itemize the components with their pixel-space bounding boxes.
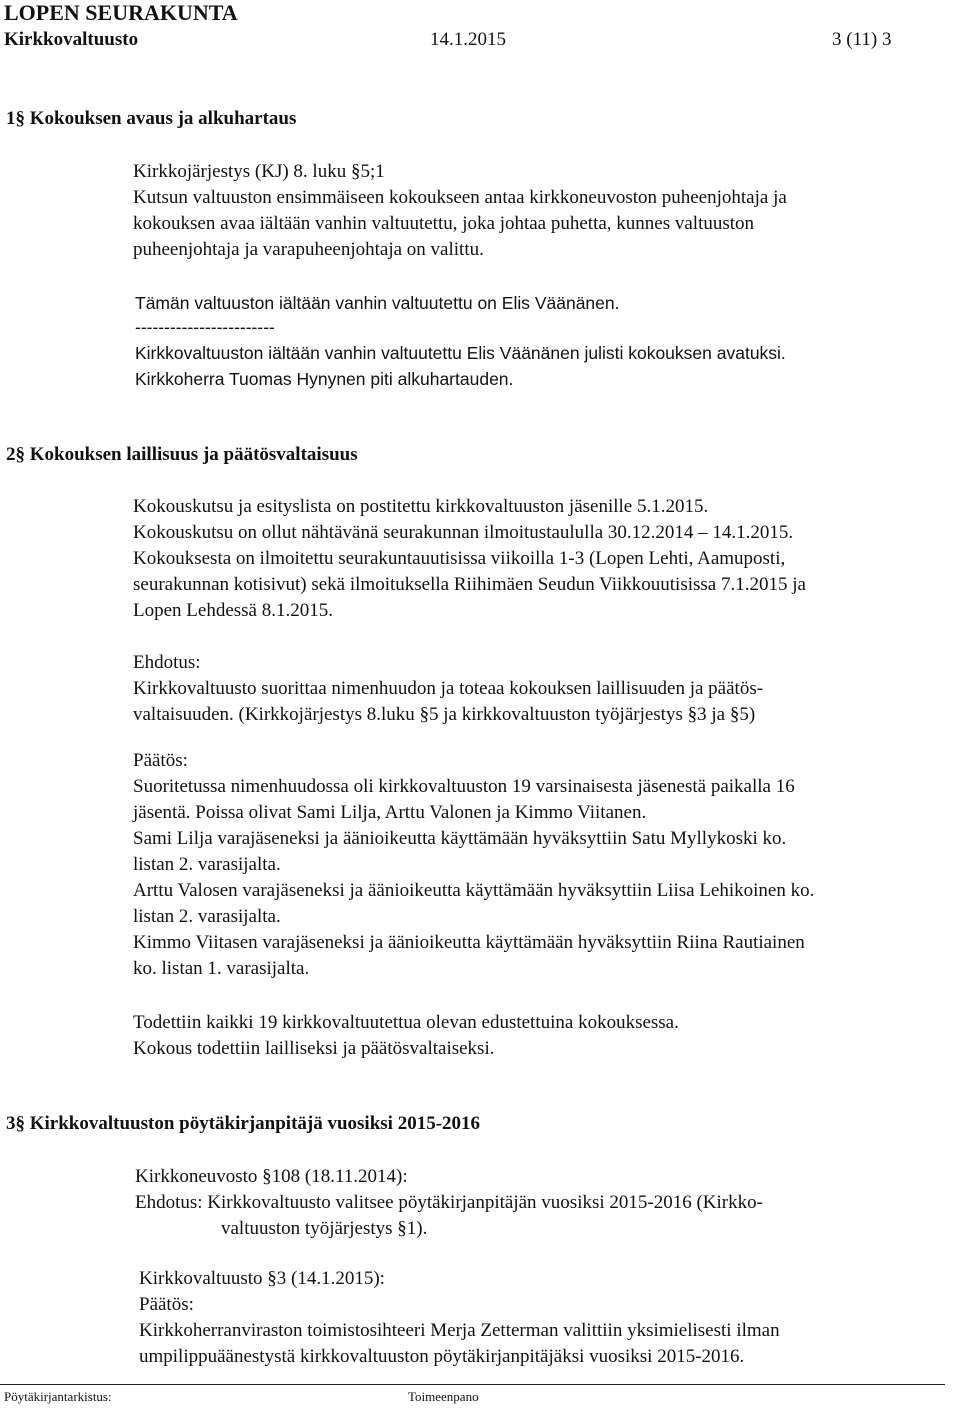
- decision-line: Suoritetussa nimenhuudossa oli kirkkovaltuuston 19 varsinaisesta jäsenestä paikalla 16: [133, 776, 795, 797]
- decision-line: Kimmo Viitasen varajäseneksi ja äänioikeutta käyttämään hyväksyttiin Riina Rautiainen: [133, 932, 805, 953]
- page-number: 3 (11) 3: [832, 29, 892, 50]
- section-1-line: Kirkkojärjestys (KJ) 8. luku §5;1: [133, 161, 385, 182]
- conclusion-line: Kokous todettiin lailliseksi ja päätösvaltaiseksi.: [133, 1038, 495, 1059]
- section-3-proposal-line: valtuuston työjärjestys §1).: [221, 1218, 428, 1239]
- decision-line: listan 2. varasijalta.: [133, 854, 281, 875]
- section-2-title: 2§ Kokouksen laillisuus ja päätösvaltaisuus: [6, 444, 358, 465]
- section-1-line: puheenjohtaja ja varapuheenjohtaja on valittu.: [133, 239, 484, 260]
- document-body-name: Kirkkovaltuusto: [4, 29, 139, 50]
- separator-dashes: ------------------------: [135, 317, 275, 337]
- section-2-line: Lopen Lehdessä 8.1.2015.: [133, 600, 333, 621]
- footer-execution-label: Toimeenpano: [408, 1389, 479, 1404]
- section-2-line: Kokouskutsu ja esityslista on postitettu kirkkovaltuuston jäsenille 5.1.2015.: [133, 496, 709, 517]
- organization-name: LOPEN SEURAKUNTA: [4, 0, 238, 25]
- footer-review-label: Pöytäkirjantarkistus:: [4, 1389, 112, 1404]
- devotion-statement: Kirkkoherra Tuomas Hynynen piti alkuhartauden.: [135, 369, 514, 389]
- proposal-line: Kirkkovaltuusto suorittaa nimenhuudon ja toteaa kokouksen laillisuuden ja päätös-: [133, 678, 764, 699]
- section-1-line: Kutsun valtuuston ensimmäiseen kokoukseen antaa kirkkoneuvoston puheenjohtaja ja: [133, 187, 787, 208]
- decision-line: ko. listan 1. varasijalta.: [133, 958, 310, 979]
- decision-line: listan 2. varasijalta.: [133, 906, 281, 927]
- assembly-reference: Kirkkovaltuusto §3 (14.1.2015):: [139, 1268, 385, 1289]
- section-1-line: kokouksen avaa iältään vanhin valtuutettu, joka johtaa puhetta, kunnes valtuuston: [133, 213, 755, 234]
- section-2-body: [133, 494, 806, 624]
- decision-line: jäsentä. Poissa olivat Sami Lilja, Arttu Valonen ja Kimmo Viitanen.: [133, 802, 647, 823]
- document-date: 14.1.2015: [430, 29, 506, 50]
- section-2-line: Kokouksesta on ilmoitettu seurakuntauutisissa viikoilla 1-3 (Lopen Lehti, Aamuposti,: [133, 548, 786, 569]
- proposal-line: valtaisuuden. (Kirkkojärjestys 8.luku §5 ja kirkkovaltuuston työjärjestys §3 ja §5): [133, 704, 756, 725]
- section-2-proposal: [133, 650, 763, 728]
- council-reference: Kirkkoneuvosto §108 (18.11.2014):: [135, 1166, 408, 1187]
- section-1-title: 1§ Kokouksen avaus ja alkuhartaus: [6, 108, 297, 129]
- section-2-line: seurakunnan kotisivut) sekä ilmoituksella Riihimäen Seudun Viikkouutisissa 7.1.2015 ja: [133, 574, 806, 595]
- decision-line: Arttu Valosen varajäseneksi ja äänioikeutta käyttämään hyväksyttiin Liisa Lehikoinen ko.: [133, 880, 815, 901]
- opening-statement: Kirkkovaltuuston iältään vanhin valtuutettu Elis Väänänen julisti kokouksen avatuksi.: [135, 343, 786, 363]
- decision-line: Sami Lilja varajäseneksi ja äänioikeutta käyttämään hyväksyttiin Satu Myllykoski ko.: [133, 828, 787, 849]
- conclusion-line: Todettiin kaikki 19 kirkkovaltuutettua olevan edustettuina kokouksessa.: [133, 1012, 679, 1033]
- section-3-decision-line: umpilippuäänestystä kirkkovaltuuston pöytäkirjanpitäjäksi vuosiksi 2015-2016.: [139, 1346, 745, 1367]
- section-3-title: 3§ Kirkkovaltuuston pöytäkirjanpitäjä vuosiksi 2015-2016: [6, 1113, 481, 1134]
- footer-divider: [0, 1384, 945, 1385]
- section-3-proposal-line: Ehdotus: Kirkkovaltuusto valitsee pöytäkirjanpitäjän vuosiksi 2015-2016 (Kirkko-: [135, 1192, 763, 1213]
- section-2-line: Kokouskutsu on ollut nähtävänä seurakunnan ilmoitustaululla 30.12.2014 – 14.1.2015.: [133, 522, 794, 543]
- section-3-decision-label: Päätös:: [139, 1294, 194, 1315]
- decision-label: Päätös:: [133, 750, 188, 771]
- section-3-decision-line: Kirkkoherranviraston toimistosihteeri Merja Zetterman valittiin yksimielisesti ilman: [139, 1320, 780, 1341]
- section-2-decision: [133, 748, 814, 982]
- section-2-conclusion: [133, 1010, 679, 1062]
- section-1-body: [133, 159, 787, 263]
- oldest-member-note: Tämän valtuuston iältään vanhin valtuutettu on Elis Väänänen.: [135, 293, 620, 313]
- proposal-label: Ehdotus:: [133, 652, 201, 673]
